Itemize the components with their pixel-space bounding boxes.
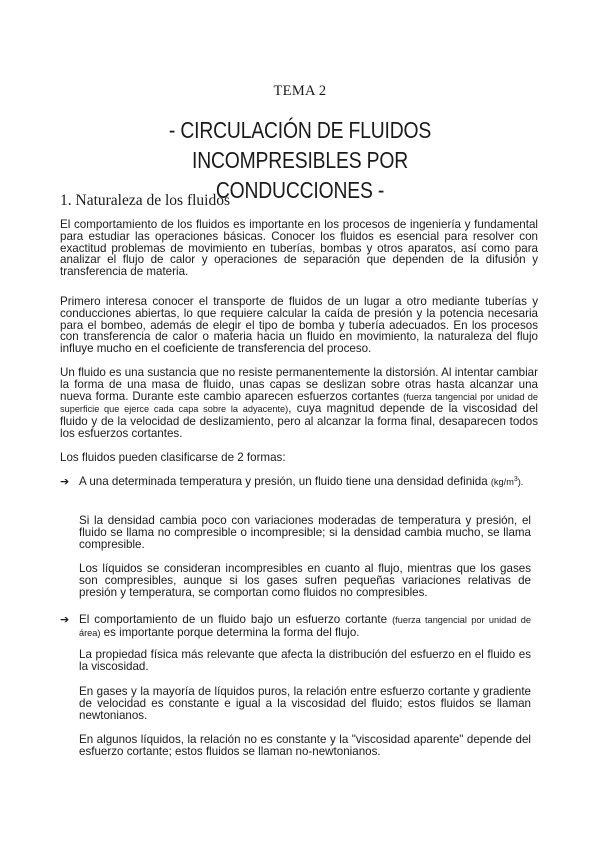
paragraph-1: El comportamiento de los fluidos es importante en los procesos de ingeniería y fundamental para estudiar las operaciones básicas. Conocer los fluidos es esencial para resolver con exactitud problemas de movimiento en tuberías, bombas y otros aparatos, así como para analizar el flujo de calor y operaciones de separación que dependen de la difusión y transferencia de materia.: [60, 218, 538, 279]
chapter-label: TEMA 2: [273, 83, 327, 99]
arrow-bullet-icon: ➔: [60, 475, 70, 488]
bullet-2-sub-3: En algunos líquidos, la relación no es constante y la "viscosidad aparente" depende del esfuerzo cortante; estos fluidos se llaman no-newtonianos.: [79, 733, 531, 758]
bullet-2-text-b: es importante porque determina la forma del flujo.: [100, 625, 360, 639]
bullet-1-text: A una determinada temperatura y presión, un fluido tiene una densidad definida: [79, 475, 488, 488]
paragraph-3: [60, 367, 538, 440]
chapter-title-line2: CONDUCCIONES -: [215, 177, 385, 203]
unit-exponent: 3: [513, 475, 518, 483]
paragraph-3-text-b: , cuya magnitud depende de la viscosidad del fluido y de la velocidad de deslizamiento, pero al alcanzar la forma final, desaparecen todos los esfuerzos cortantes.: [60, 402, 538, 440]
chapter-title-line1: - CIRCULACIÓN DE FLUIDOS INCOMPRESIBLES POR: [168, 117, 432, 173]
bullet-1-sub-1: Si la densidad cambia poco con variaciones moderadas de temperatura y presión, el fluido se llama no compresible o incompresible; si la densidad cambia mucho, se llama compresible.: [79, 514, 531, 551]
paragraph-4: Los fluidos pueden clasificarse de 2 formas:: [60, 451, 286, 464]
bullet-2-text-a: El comportamiento de un fluido bajo un esfuerzo cortante: [79, 613, 388, 626]
bullet-1-unit: [491, 477, 524, 487]
bullet-2: [79, 614, 531, 640]
bullet-1-sub-2: Los líquidos se consideran incompresibles en cuanto al flujo, mientras que los gases son compresibles, aunque si los gases sufren pequeñas variaciones relativas de presión y temperatura, se comportan como fluidos no compresibles.: [79, 562, 531, 599]
paragraph-3-text-a: Un fluido es una sustancia que no resiste permanentemente la distorsión. Al intentar cambiar la forma de una masa de fluido, unas capas se deslizan sobre otras hasta alcanzar una nueva forma. Durante este cambio aparecen esfuerzos cortantes: [60, 366, 538, 403]
unit-end: ).: [517, 477, 524, 487]
section-heading: 1. Naturaleza de los fluidos: [60, 192, 231, 209]
paragraph-2: Primero interesa conocer el transporte de fluidos de un lugar a otro mediante tuberías y conducciones abiertas, lo que requiere calcular la caída de presión y la potencia necesaria para el bombeo, además de elegir el tipo de bomba y tubería adecuados. En los procesos con transferencia de calor o materia hacia un fluido en movimiento, la naturaleza del flujo influye mucho en el coeficiente de transferencia del proceso.: [60, 295, 538, 356]
paragraph-3-note: (fuerza tangencial por unidad de superficie que ejerce cada capa sobre la adyacente): [60, 391, 538, 415]
bullet-2-note: (fuerza tangencial por unidad de área): [79, 615, 531, 638]
unit-base: (kg/m: [490, 477, 514, 487]
bullet-1: [79, 476, 531, 489]
arrow-bullet-icon: ➔: [60, 613, 70, 626]
bullet-2-sub-2: En gases y la mayoría de líquidos puros, la relación entre esfuerzo cortante y gradiente de velocidad es constante e igual a la viscosidad del fluido; estos fluidos se llaman newtonianos.: [79, 685, 531, 722]
bullet-2-sub-1: La propiedad física más relevante que afecta la distribución del esfuerzo en el fluido es la viscosidad.: [79, 648, 531, 673]
